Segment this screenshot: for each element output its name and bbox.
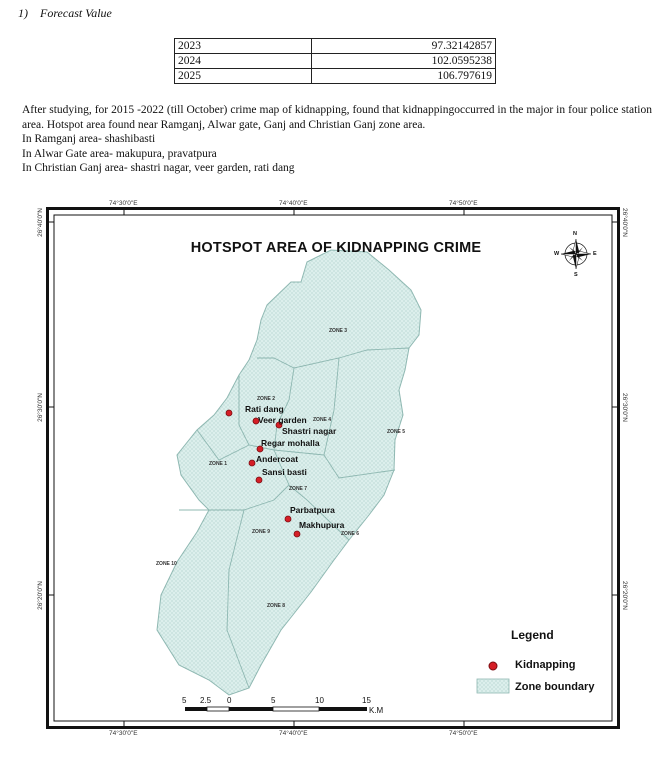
marker-andercoat — [249, 460, 255, 466]
zone-label-1: ZONE 1 — [209, 461, 228, 467]
scale-unit: K.M — [369, 706, 384, 715]
table-row — [175, 39, 496, 54]
marker-rati-dang — [226, 410, 232, 416]
zone-label-8: ZONE 8 — [267, 603, 286, 609]
findings-paragraph — [22, 103, 652, 176]
findings-intro: After studying, for 2015 -2022 (till October) crime map of kidnapping, found that kidnappingoccurred in the major in four police station area. Hotspot area found near Ramganj, Alwar gate, Ganj and Christian Ganj zone area. — [22, 104, 652, 131]
legend-zone-label: Zone boundary — [515, 681, 595, 693]
hotspot-label-veer-garden: Veer garden — [258, 415, 307, 425]
forecast-table — [174, 38, 496, 84]
table-cell-year: 2024 — [175, 54, 312, 69]
compass-s: S — [574, 272, 578, 278]
table-cell-value: 102.0595238 — [312, 54, 496, 69]
compass-e: E — [593, 251, 597, 257]
coord-left-1: 26°40'0"N — [37, 208, 44, 237]
table-cell-value: 97.32142857 — [312, 39, 496, 54]
zone-label-7: ZONE 7 — [289, 486, 308, 492]
scale-label: 15 — [362, 696, 371, 705]
zone-label-6: ZONE 6 — [341, 531, 360, 537]
section-heading — [18, 6, 112, 21]
hotspot-label-andercoat: Andercoat — [256, 454, 299, 464]
zone-label-9: ZONE 9 — [252, 529, 271, 535]
scale-label: 5 — [271, 696, 276, 705]
table-cell-year: 2025 — [175, 69, 312, 84]
coord-bottom-3: 74°50'0"E — [449, 730, 478, 737]
marker-parbatpura — [285, 516, 291, 522]
hotspot-label-shastri-nagar: Shastri nagar — [282, 426, 337, 436]
marker-sansi-basti — [256, 477, 262, 483]
scale-bar — [185, 707, 367, 711]
coord-top-1: 74°30'0"E — [109, 200, 138, 207]
table-cell-year: 2023 — [175, 39, 312, 54]
hotspot-label-sansi-basti: Sansi basti — [262, 467, 307, 477]
coord-right-2: 26°30'0"N — [621, 393, 628, 422]
table-row — [175, 69, 496, 84]
legend-kidnapping-icon — [489, 662, 497, 670]
hotspot-label-makhupura: Makhupura — [299, 520, 345, 530]
findings-alwar-gate: In Alwar Gate area- makupura, pravatpura — [22, 147, 217, 160]
coord-bottom-1: 74°30'0"E — [109, 730, 138, 737]
coord-right-3: 26°20'0"N — [621, 581, 628, 610]
zone-label-5: ZONE 5 — [387, 429, 406, 435]
marker-makhupura — [294, 531, 300, 537]
section-title: Forecast Value — [40, 6, 112, 20]
scale-label: 10 — [315, 696, 324, 705]
legend-kidnapping-label: Kidnapping — [515, 659, 576, 671]
legend-zone-icon — [477, 679, 509, 693]
coord-right-1: 26°40'0"N — [621, 208, 628, 237]
coord-top-3: 74°50'0"E — [449, 200, 478, 207]
compass-n: N — [573, 231, 577, 237]
scale-label: 5 — [182, 696, 187, 705]
findings-christian-ganj: In Christian Ganj area- shastri nagar, veer garden, rati dang — [22, 162, 295, 174]
table-cell-value: 106.797619 — [312, 69, 496, 84]
hotspot-label-rati-dang: Rati dang — [245, 404, 284, 414]
zone-label-4: ZONE 4 — [313, 417, 332, 423]
table-row — [175, 54, 496, 69]
hotspot-label-regar-mohalla: Regar mohalla — [261, 438, 320, 448]
scale-label: 0 — [227, 696, 232, 705]
zone-label-10: ZONE 10 — [156, 561, 177, 567]
scale-label: 2.5 — [200, 696, 212, 705]
zone-label-2: ZONE 2 — [257, 396, 276, 402]
map-graphic — [49, 210, 617, 726]
section-number: 1) — [18, 6, 28, 20]
legend-title: Legend — [511, 628, 554, 642]
coord-left-3: 26°20'0"N — [37, 581, 44, 610]
hotspot-map — [37, 200, 628, 737]
zone-label-3: ZONE 3 — [329, 328, 348, 334]
coord-top-2: 74°40'0"E — [279, 200, 308, 207]
hotspot-label-parbatpura: Parbatpura — [290, 505, 335, 515]
map-title: HOTSPOT AREA OF KIDNAPPING CRIME — [190, 240, 482, 256]
coord-left-2: 26°30'0"N — [37, 393, 44, 422]
compass-w: W — [554, 251, 560, 257]
findings-ramganj: In Ramganj area- shashibasti — [22, 133, 156, 145]
coord-bottom-2: 74°40'0"E — [279, 730, 308, 737]
